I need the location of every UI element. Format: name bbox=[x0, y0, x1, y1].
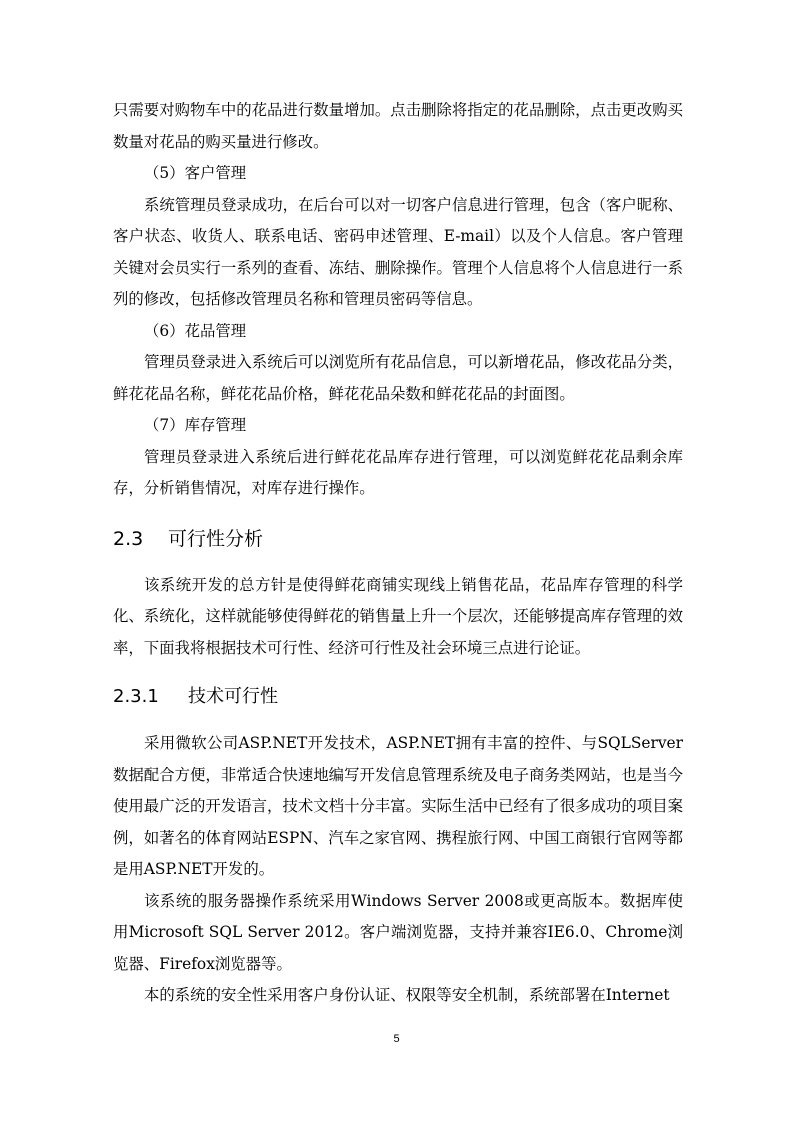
item-6-title: （6）花品管理 bbox=[144, 321, 247, 340]
item-6-text: 管理员登录进入系统后可以浏览所有花品信息，可以新增花品，修改花品分类，鲜花花品名称，鲜花花品价格，鲜花花品朵数和鲜花花品的封面图。 bbox=[113, 353, 683, 403]
subsection-number: 2.3.1 bbox=[113, 686, 159, 707]
page-number: 5 bbox=[393, 1033, 400, 1045]
page-content bbox=[113, 95, 683, 1012]
paragraph-cart: 只需要对购物车中的花品进行数量增加。点击删除将指定的花品删除，点击更改购买数量对花品的购买量进行修改。 bbox=[113, 101, 683, 151]
technical-paragraph-1: 采用微软公司ASP.NET开发技术，ASP.NET拥有丰富的控件、与SQLServer数据配合方便，非常适合快速地编写开发信息管理系统及电子商务类网站，也是当今使用最广泛的开发语言，技术文档十分丰富。实际生活中已经有了很多成功的项目案例，如著名的体育网站ESPN、汽车之家官网、携程旅行网、中国工商银行官网等都是用ASP.NET开发的。 bbox=[113, 734, 683, 878]
section-heading-2-3 bbox=[113, 524, 683, 554]
section-number: 2.3 bbox=[113, 527, 144, 550]
section-title: 可行性分析 bbox=[168, 527, 264, 550]
item-7-title: （7）库存管理 bbox=[144, 416, 247, 434]
item-5-text: 系统管理员登录成功，在后台可以对一切客户信息进行管理，包含（客户昵称、客户状态、收货人、联系电话、密码申述管理、E-mail）以及个人信息。客户管理关键对会员实行一系列的查看、冻结、删除操作。管理个人信息将个人信息进行一系列的修改，包括修改管理员名称和管理员密码等信息。 bbox=[113, 195, 683, 308]
technical-paragraph-3: 本的系统的安全性采用客户身份认证、权限等安全机制，系统部署在Internet bbox=[144, 986, 670, 1004]
technical-paragraph-2: 该系统的服务器操作系统采用Windows Server 2008或更高版本。数据库使用Microsoft SQL Server 2012。客户端浏览器，支持并兼容IE6.0、Chrome浏览器、Firefox浏览器等。 bbox=[113, 891, 683, 973]
item-5-title: （5）客户管理 bbox=[144, 164, 247, 182]
section-2-3-text: 该系统开发的总方针是使得鲜花商铺实现线上销售花品，花品库存管理的科学化、系统化，这样就能够使得鲜花的销售量上升一个层次，还能够提高库存管理的效率，下面我将根据技术可行性、经济可行性及社会环境三点进行论证。 bbox=[113, 575, 683, 657]
item-7-text: 管理员登录进入系统后进行鲜花花品库存进行管理，可以浏览鲜花花品剩余库存，分析销售情况，对库存进行操作。 bbox=[113, 447, 683, 497]
section-heading-2-3-1 bbox=[113, 682, 683, 712]
subsection-title: 技术可行性 bbox=[188, 686, 278, 707]
